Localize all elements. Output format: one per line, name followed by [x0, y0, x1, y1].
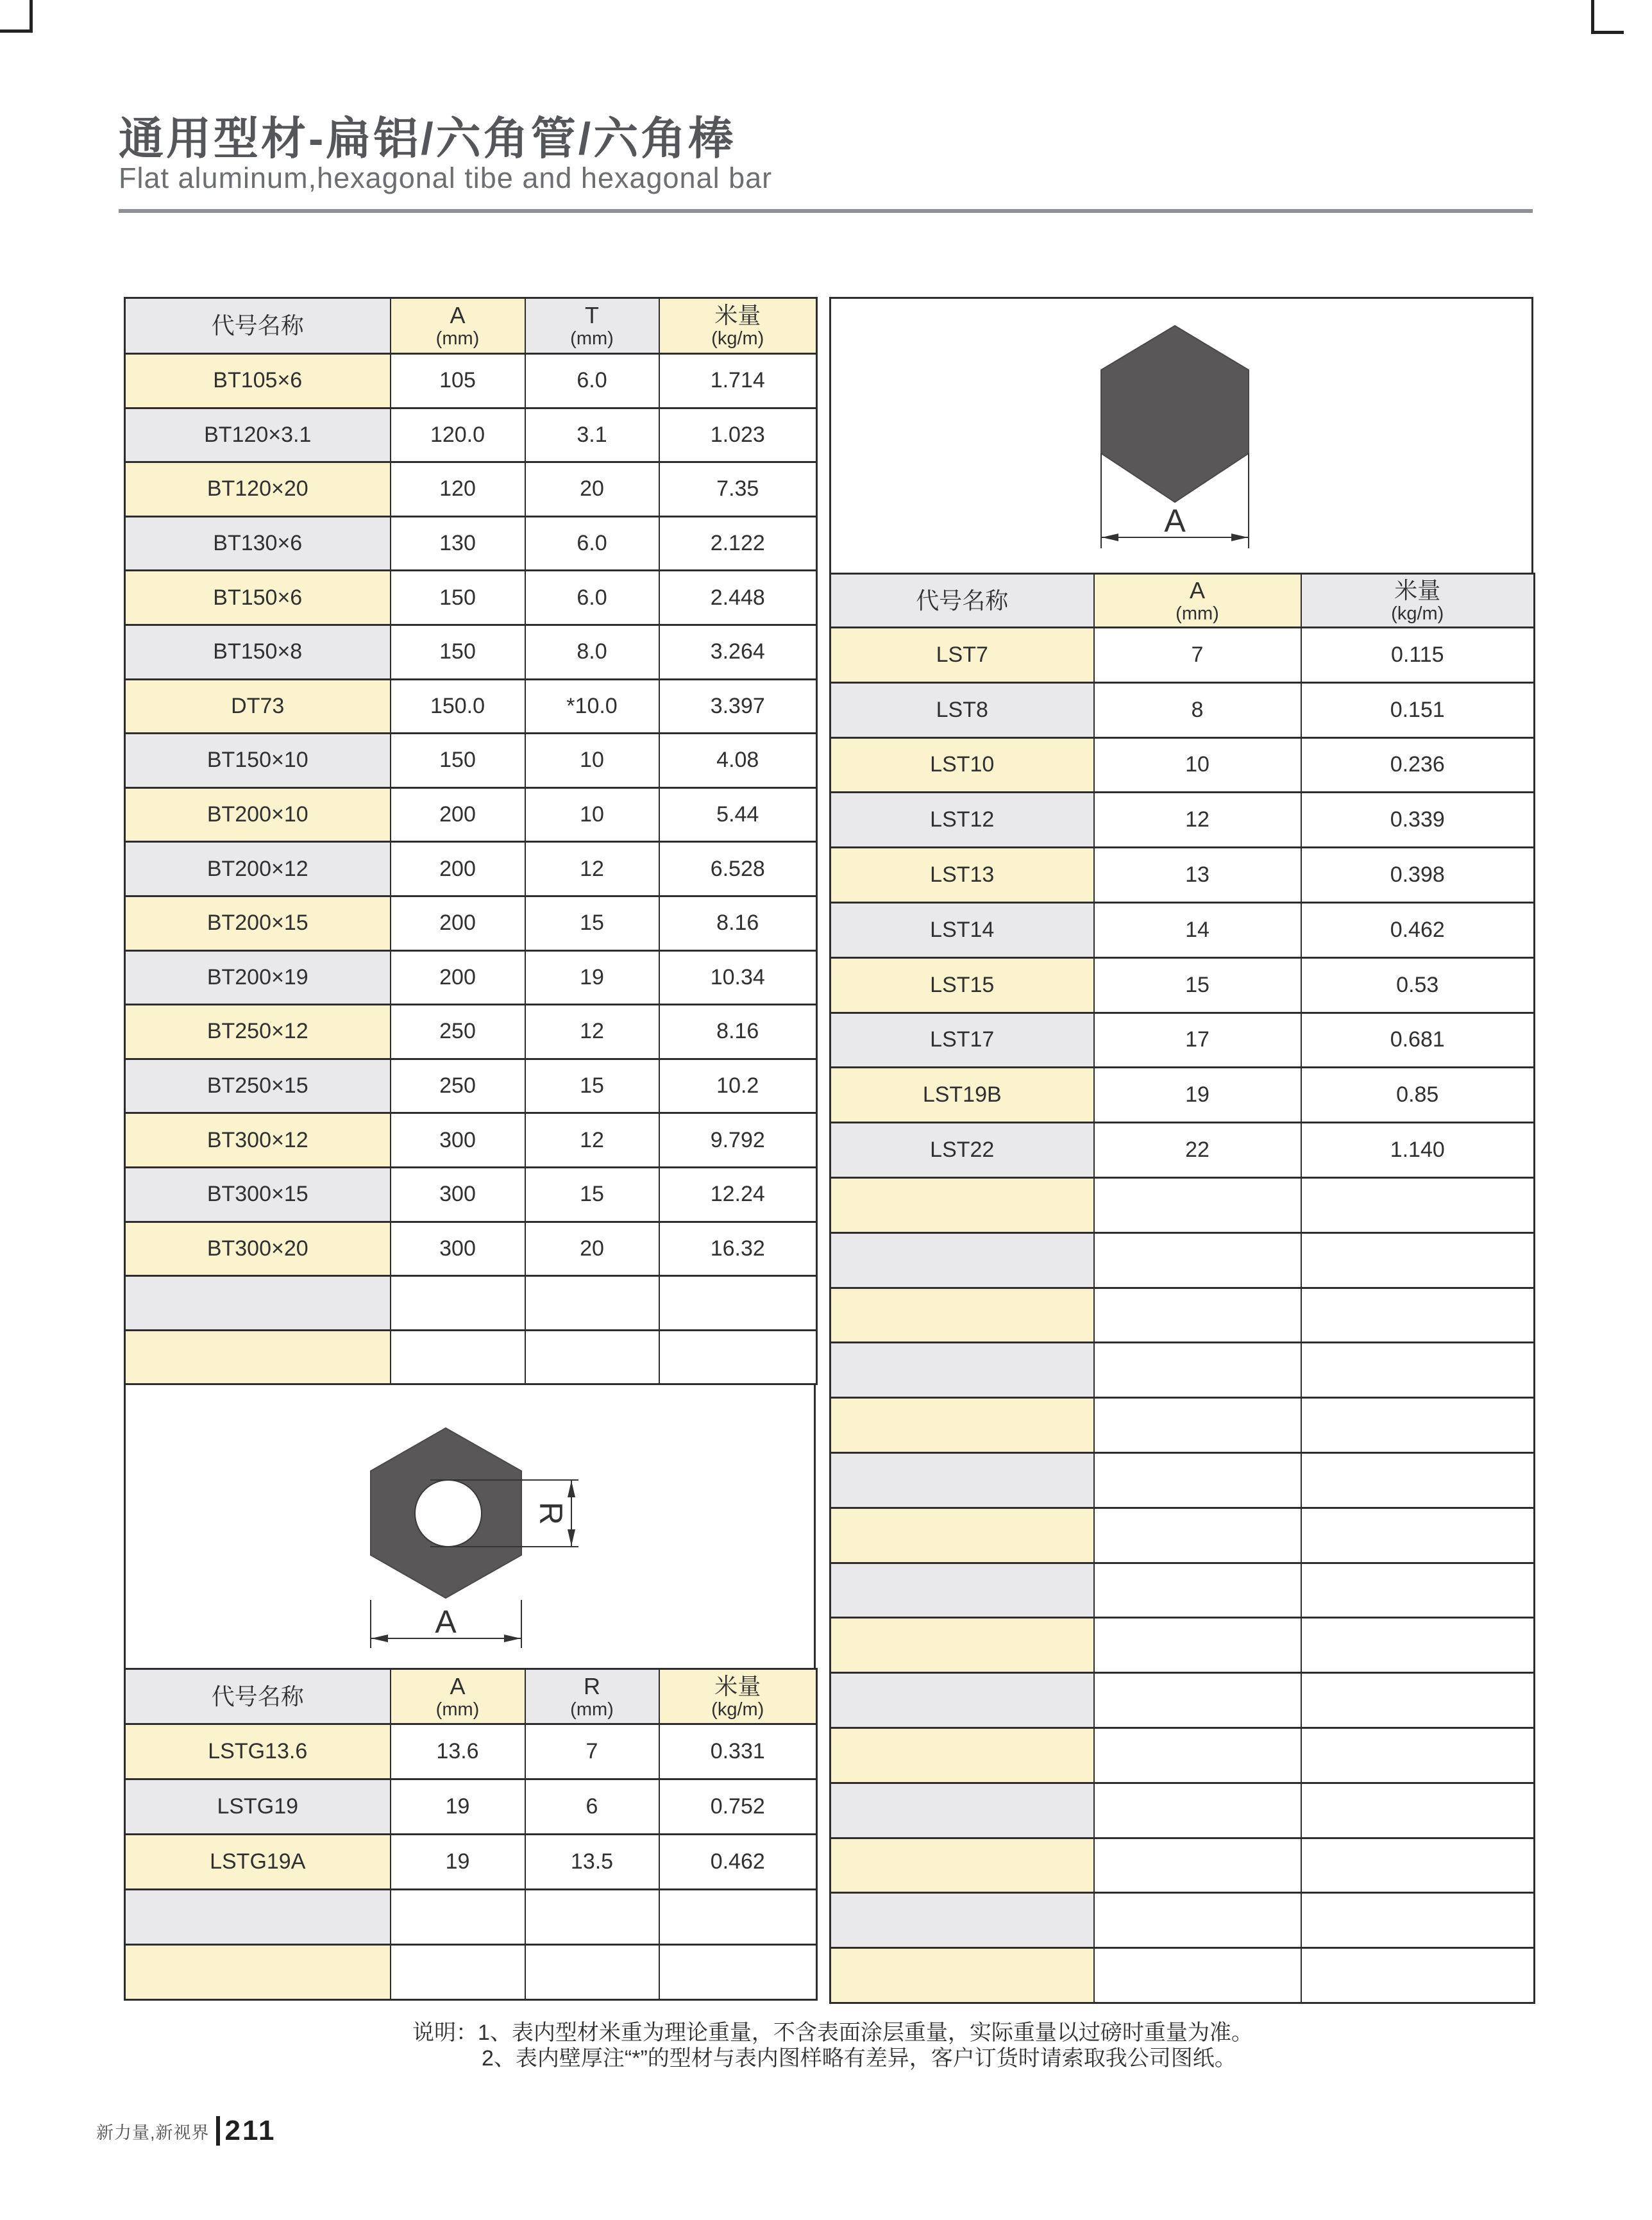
value-cell: 7: [1094, 628, 1301, 683]
dim-arrowhead-icon: [568, 1481, 575, 1497]
profile-name-cell: BT200×19: [125, 950, 391, 1005]
table-row: [125, 462, 817, 517]
table-header-row: [830, 574, 1535, 628]
value-cell: 7: [525, 1724, 659, 1779]
value-cell: 8.16: [659, 896, 817, 950]
col-header-name: 代号名称: [125, 298, 391, 354]
value-cell: [1301, 1288, 1535, 1343]
profile-name-cell: BT200×15: [125, 896, 391, 950]
profile-name-cell: [830, 1673, 1094, 1728]
profile-name-cell: [830, 1948, 1094, 2003]
value-cell: 2.122: [659, 516, 817, 571]
value-cell: [525, 1945, 659, 2000]
value-cell: 20: [525, 462, 659, 517]
value-cell: [1094, 1343, 1301, 1398]
value-cell: 9.792: [659, 1113, 817, 1168]
table-row: [830, 1398, 1535, 1453]
value-cell: 6.528: [659, 842, 817, 896]
hex-tube-hole: [415, 1480, 482, 1547]
table-row: [830, 793, 1535, 848]
table-row: [125, 896, 817, 950]
hex-tube-drawing: [126, 1385, 814, 1668]
profile-name-cell: [125, 1890, 391, 1945]
table-row: [125, 1835, 817, 1890]
value-cell: 0.53: [1301, 957, 1535, 1013]
value-cell: [1301, 1948, 1535, 2003]
value-cell: [659, 1890, 817, 1945]
value-cell: 17: [1094, 1013, 1301, 1068]
value-cell: 0.398: [1301, 848, 1535, 903]
value-cell: 12: [525, 1005, 659, 1059]
value-cell: [391, 1945, 525, 2000]
table-row: [125, 679, 817, 734]
table-row: [125, 1945, 817, 2000]
col-header-t: T (mm): [525, 298, 659, 354]
profile-name-cell: BT130×6: [125, 516, 391, 571]
value-cell: 150: [391, 571, 525, 625]
value-cell: 0.151: [1301, 682, 1535, 737]
table-row: [830, 1618, 1535, 1673]
value-cell: [391, 1276, 525, 1331]
value-cell: [1301, 1838, 1535, 1893]
value-cell: [1094, 1948, 1301, 2003]
hex-tube-table: [124, 1668, 816, 2001]
page-footer: [96, 2115, 276, 2147]
profile-name-cell: LST15: [830, 957, 1094, 1013]
table-row: [830, 1783, 1535, 1838]
value-cell: 13: [1094, 848, 1301, 903]
value-cell: [1094, 1508, 1301, 1563]
value-cell: 8.0: [525, 625, 659, 679]
table-row: [125, 1330, 817, 1384]
value-cell: 6: [525, 1779, 659, 1835]
profile-name-cell: [830, 1838, 1094, 1893]
dim-arrowhead-icon: [1102, 534, 1118, 541]
value-cell: [1094, 1177, 1301, 1232]
profile-name-cell: BT105×6: [125, 354, 391, 408]
profile-name-cell: BT120×20: [125, 462, 391, 517]
value-cell: 15: [525, 1167, 659, 1222]
value-cell: 15: [525, 1059, 659, 1113]
profile-name-cell: LST14: [830, 902, 1094, 957]
profile-name-cell: [830, 1893, 1094, 1948]
value-cell: 6.0: [525, 571, 659, 625]
profile-name-cell: BT250×15: [125, 1059, 391, 1113]
value-cell: 19: [391, 1835, 525, 1890]
table-header-row: [125, 298, 817, 354]
table-row: [830, 1893, 1535, 1948]
table-row: [830, 1728, 1535, 1783]
value-cell: 300: [391, 1167, 525, 1222]
value-cell: [1094, 1728, 1301, 1783]
value-cell: [1301, 1177, 1535, 1232]
value-cell: [1094, 1563, 1301, 1618]
value-cell: 19: [1094, 1068, 1301, 1123]
profile-name-cell: [125, 1276, 391, 1331]
value-cell: [659, 1276, 817, 1331]
value-cell: 300: [391, 1222, 525, 1276]
value-cell: [525, 1890, 659, 1945]
value-cell: 1.140: [1301, 1123, 1535, 1178]
table-row: [830, 1948, 1535, 2003]
profile-name-cell: [830, 1343, 1094, 1398]
title-divider: [119, 209, 1533, 213]
dim-arrowhead-icon: [504, 1635, 521, 1642]
hex-tube-diagram: [124, 1383, 816, 1670]
flat-aluminum-table: [124, 297, 816, 1385]
profile-name-cell: BT150×8: [125, 625, 391, 679]
value-cell: 12.24: [659, 1167, 817, 1222]
value-cell: [1301, 1398, 1535, 1453]
value-cell: 5.44: [659, 787, 817, 842]
table-row: [830, 1288, 1535, 1343]
profile-name-cell: [830, 1288, 1094, 1343]
profile-name-cell: [830, 1618, 1094, 1673]
profile-name-cell: LST12: [830, 793, 1094, 848]
value-cell: 13.6: [391, 1724, 525, 1779]
value-cell: 6.0: [525, 354, 659, 408]
profile-name-cell: LST19B: [830, 1068, 1094, 1123]
value-cell: 3.1: [525, 408, 659, 462]
value-cell: 10.2: [659, 1059, 817, 1113]
value-cell: 0.331: [659, 1724, 817, 1779]
profile-name-cell: BT150×10: [125, 734, 391, 788]
value-cell: 8.16: [659, 1005, 817, 1059]
value-cell: 20: [525, 1222, 659, 1276]
value-cell: 0.681: [1301, 1013, 1535, 1068]
table-row: [830, 848, 1535, 903]
value-cell: 0.462: [1301, 902, 1535, 957]
table-row: [125, 1222, 817, 1276]
page-subtitle: Flat aluminum,hexagonal tibe and hexagonal bar: [119, 162, 773, 194]
page-title: 通用型材-扁铝/六角管/六角棒: [119, 114, 736, 164]
profile-name-cell: [830, 1508, 1094, 1563]
value-cell: 8: [1094, 682, 1301, 737]
profile-name-cell: DT73: [125, 679, 391, 734]
table-row: [830, 1013, 1535, 1068]
value-cell: 7.35: [659, 462, 817, 517]
table-row: [830, 628, 1535, 683]
value-cell: 13.5: [525, 1835, 659, 1890]
table-row: [125, 950, 817, 1005]
value-cell: 19: [391, 1779, 525, 1835]
table-row: [125, 1779, 817, 1835]
value-cell: 130: [391, 516, 525, 571]
value-cell: [391, 1890, 525, 1945]
value-cell: 120.0: [391, 408, 525, 462]
value-cell: 19: [525, 950, 659, 1005]
dim-label-a: A: [1164, 503, 1186, 539]
value-cell: 250: [391, 1059, 525, 1113]
value-cell: [1094, 1838, 1301, 1893]
profile-name-cell: LST17: [830, 1013, 1094, 1068]
value-cell: [1094, 1673, 1301, 1728]
table-row: [830, 737, 1535, 793]
table-header-row: [125, 1669, 817, 1724]
note-line-2: 2、表内壁厚注“*”的型材与表内图样略有差异，客户订货时请索取我公司图纸。: [482, 2046, 1236, 2071]
dim-arrowhead-icon: [568, 1529, 575, 1546]
value-cell: [1301, 1563, 1535, 1618]
value-cell: 2.448: [659, 571, 817, 625]
profile-name-cell: LSTG19: [125, 1779, 391, 1835]
value-cell: 0.115: [1301, 628, 1535, 683]
profile-name-cell: BT300×15: [125, 1167, 391, 1222]
profile-name-cell: [830, 1563, 1094, 1618]
value-cell: 3.264: [659, 625, 817, 679]
hex-bar-diagram: [829, 297, 1533, 575]
table-row: [830, 682, 1535, 737]
value-cell: [1301, 1508, 1535, 1563]
value-cell: 120: [391, 462, 525, 517]
value-cell: 150.0: [391, 679, 525, 734]
value-cell: [659, 1945, 817, 2000]
table-row: [125, 734, 817, 788]
value-cell: 10: [525, 787, 659, 842]
profile-name-cell: LST22: [830, 1123, 1094, 1178]
hex-bar-shape: [1101, 326, 1249, 502]
value-cell: 22: [1094, 1123, 1301, 1178]
value-cell: 150: [391, 625, 525, 679]
profile-name-cell: BT300×12: [125, 1113, 391, 1168]
profile-name-cell: BT250×12: [125, 1005, 391, 1059]
table-row: [125, 516, 817, 571]
value-cell: 200: [391, 842, 525, 896]
profile-name-cell: LST8: [830, 682, 1094, 737]
table-row: [125, 1724, 817, 1779]
hex-bar-table: [829, 573, 1533, 2004]
value-cell: 1.714: [659, 354, 817, 408]
hex-bar-drawing: [831, 299, 1531, 573]
profile-name-cell: LST7: [830, 628, 1094, 683]
value-cell: 250: [391, 1005, 525, 1059]
value-cell: 1.023: [659, 408, 817, 462]
profile-name-cell: BT200×12: [125, 842, 391, 896]
value-cell: 200: [391, 787, 525, 842]
value-cell: [1094, 1232, 1301, 1288]
col-header-weight: 米量 (kg/m): [659, 298, 817, 354]
value-cell: 105: [391, 354, 525, 408]
value-cell: 0.339: [1301, 793, 1535, 848]
profile-name-cell: [830, 1177, 1094, 1232]
value-cell: [659, 1330, 817, 1384]
table-row: [830, 1232, 1535, 1288]
value-cell: 150: [391, 734, 525, 788]
footer-divider: [216, 2116, 220, 2146]
profile-name-cell: LSTG13.6: [125, 1724, 391, 1779]
value-cell: 15: [1094, 957, 1301, 1013]
value-cell: 6.0: [525, 516, 659, 571]
table-row: [125, 1059, 817, 1113]
table-row: [125, 408, 817, 462]
col-header-a: A (mm): [391, 298, 525, 354]
value-cell: [1301, 1893, 1535, 1948]
table-row: [125, 842, 817, 896]
value-cell: 15: [525, 896, 659, 950]
table-row: [830, 1452, 1535, 1508]
value-cell: *10.0: [525, 679, 659, 734]
value-cell: 200: [391, 896, 525, 950]
value-cell: [1301, 1343, 1535, 1398]
col-header-weight: 米量 (kg/m): [1301, 574, 1535, 628]
dim-arrowhead-icon: [1231, 534, 1248, 541]
table-row: [830, 1123, 1535, 1178]
value-cell: 3.397: [659, 679, 817, 734]
value-cell: 0.462: [659, 1835, 817, 1890]
table-row: [125, 354, 817, 408]
table-row: [125, 625, 817, 679]
col-header-a: A (mm): [391, 1669, 525, 1724]
table-row: [830, 1563, 1535, 1618]
value-cell: [1301, 1452, 1535, 1508]
value-cell: [1301, 1728, 1535, 1783]
col-header-name: 代号名称: [125, 1669, 391, 1724]
table-row: [125, 1005, 817, 1059]
value-cell: [1094, 1452, 1301, 1508]
footer-brand: 新力量,新视界: [96, 2123, 210, 2142]
profile-name-cell: [830, 1783, 1094, 1838]
value-cell: 12: [525, 1113, 659, 1168]
crop-mark-top-left-icon: [0, 0, 33, 33]
col-header-a: A (mm): [1094, 574, 1301, 628]
note-line-1: 说明：1、表内型材米重为理论重量，不含表面涂层重量，实际重量以过磅时重量为准。: [412, 2021, 1253, 2045]
value-cell: 4.08: [659, 734, 817, 788]
value-cell: 12: [1094, 793, 1301, 848]
value-cell: 300: [391, 1113, 525, 1168]
profile-name-cell: [830, 1398, 1094, 1453]
table-row: [830, 957, 1535, 1013]
profile-name-cell: [125, 1945, 391, 2000]
value-cell: 10: [1094, 737, 1301, 793]
value-cell: [1094, 1288, 1301, 1343]
profile-name-cell: BT200×10: [125, 787, 391, 842]
value-cell: [1301, 1783, 1535, 1838]
col-header-weight: 米量 (kg/m): [659, 1669, 817, 1724]
table-row: [830, 1177, 1535, 1232]
value-cell: [1094, 1783, 1301, 1838]
profile-name-cell: [125, 1330, 391, 1384]
value-cell: 0.85: [1301, 1068, 1535, 1123]
dim-arrowhead-icon: [371, 1635, 388, 1642]
profile-name-cell: [830, 1452, 1094, 1508]
value-cell: [1094, 1398, 1301, 1453]
table-row: [830, 1343, 1535, 1398]
col-header-name: 代号名称: [830, 574, 1094, 628]
notes-block: [412, 2020, 1253, 2071]
table-row: [830, 1838, 1535, 1893]
table-row: [830, 1673, 1535, 1728]
table-row: [125, 1113, 817, 1168]
value-cell: [1301, 1618, 1535, 1673]
table-row: [125, 787, 817, 842]
table-row: [125, 571, 817, 625]
value-cell: [1094, 1893, 1301, 1948]
value-cell: 16.32: [659, 1222, 817, 1276]
value-cell: 0.752: [659, 1779, 817, 1835]
crop-mark-top-right-icon: [1591, 0, 1624, 34]
value-cell: [525, 1276, 659, 1331]
dim-label-r: R: [533, 1501, 569, 1526]
col-header-r: R (mm): [525, 1669, 659, 1724]
value-cell: 0.236: [1301, 737, 1535, 793]
value-cell: [1094, 1618, 1301, 1673]
profile-name-cell: LSTG19A: [125, 1835, 391, 1890]
profile-name-cell: [830, 1232, 1094, 1288]
value-cell: [391, 1330, 525, 1384]
profile-name-cell: LST10: [830, 737, 1094, 793]
value-cell: 10: [525, 734, 659, 788]
profile-name-cell: [830, 1728, 1094, 1783]
footer-page-number: 211: [224, 2115, 276, 2146]
table-row: [125, 1890, 817, 1945]
table-row: [125, 1167, 817, 1222]
profile-name-cell: LST13: [830, 848, 1094, 903]
profile-name-cell: BT300×20: [125, 1222, 391, 1276]
table-row: [830, 1068, 1535, 1123]
value-cell: 14: [1094, 902, 1301, 957]
profile-name-cell: BT150×6: [125, 571, 391, 625]
table-row: [830, 1508, 1535, 1563]
value-cell: [525, 1330, 659, 1384]
profile-name-cell: BT120×3.1: [125, 408, 391, 462]
dim-label-a: A: [435, 1604, 457, 1640]
value-cell: 12: [525, 842, 659, 896]
table-row: [830, 902, 1535, 957]
value-cell: [1301, 1673, 1535, 1728]
value-cell: [1301, 1232, 1535, 1288]
table-row: [125, 1276, 817, 1331]
value-cell: 200: [391, 950, 525, 1005]
value-cell: 10.34: [659, 950, 817, 1005]
